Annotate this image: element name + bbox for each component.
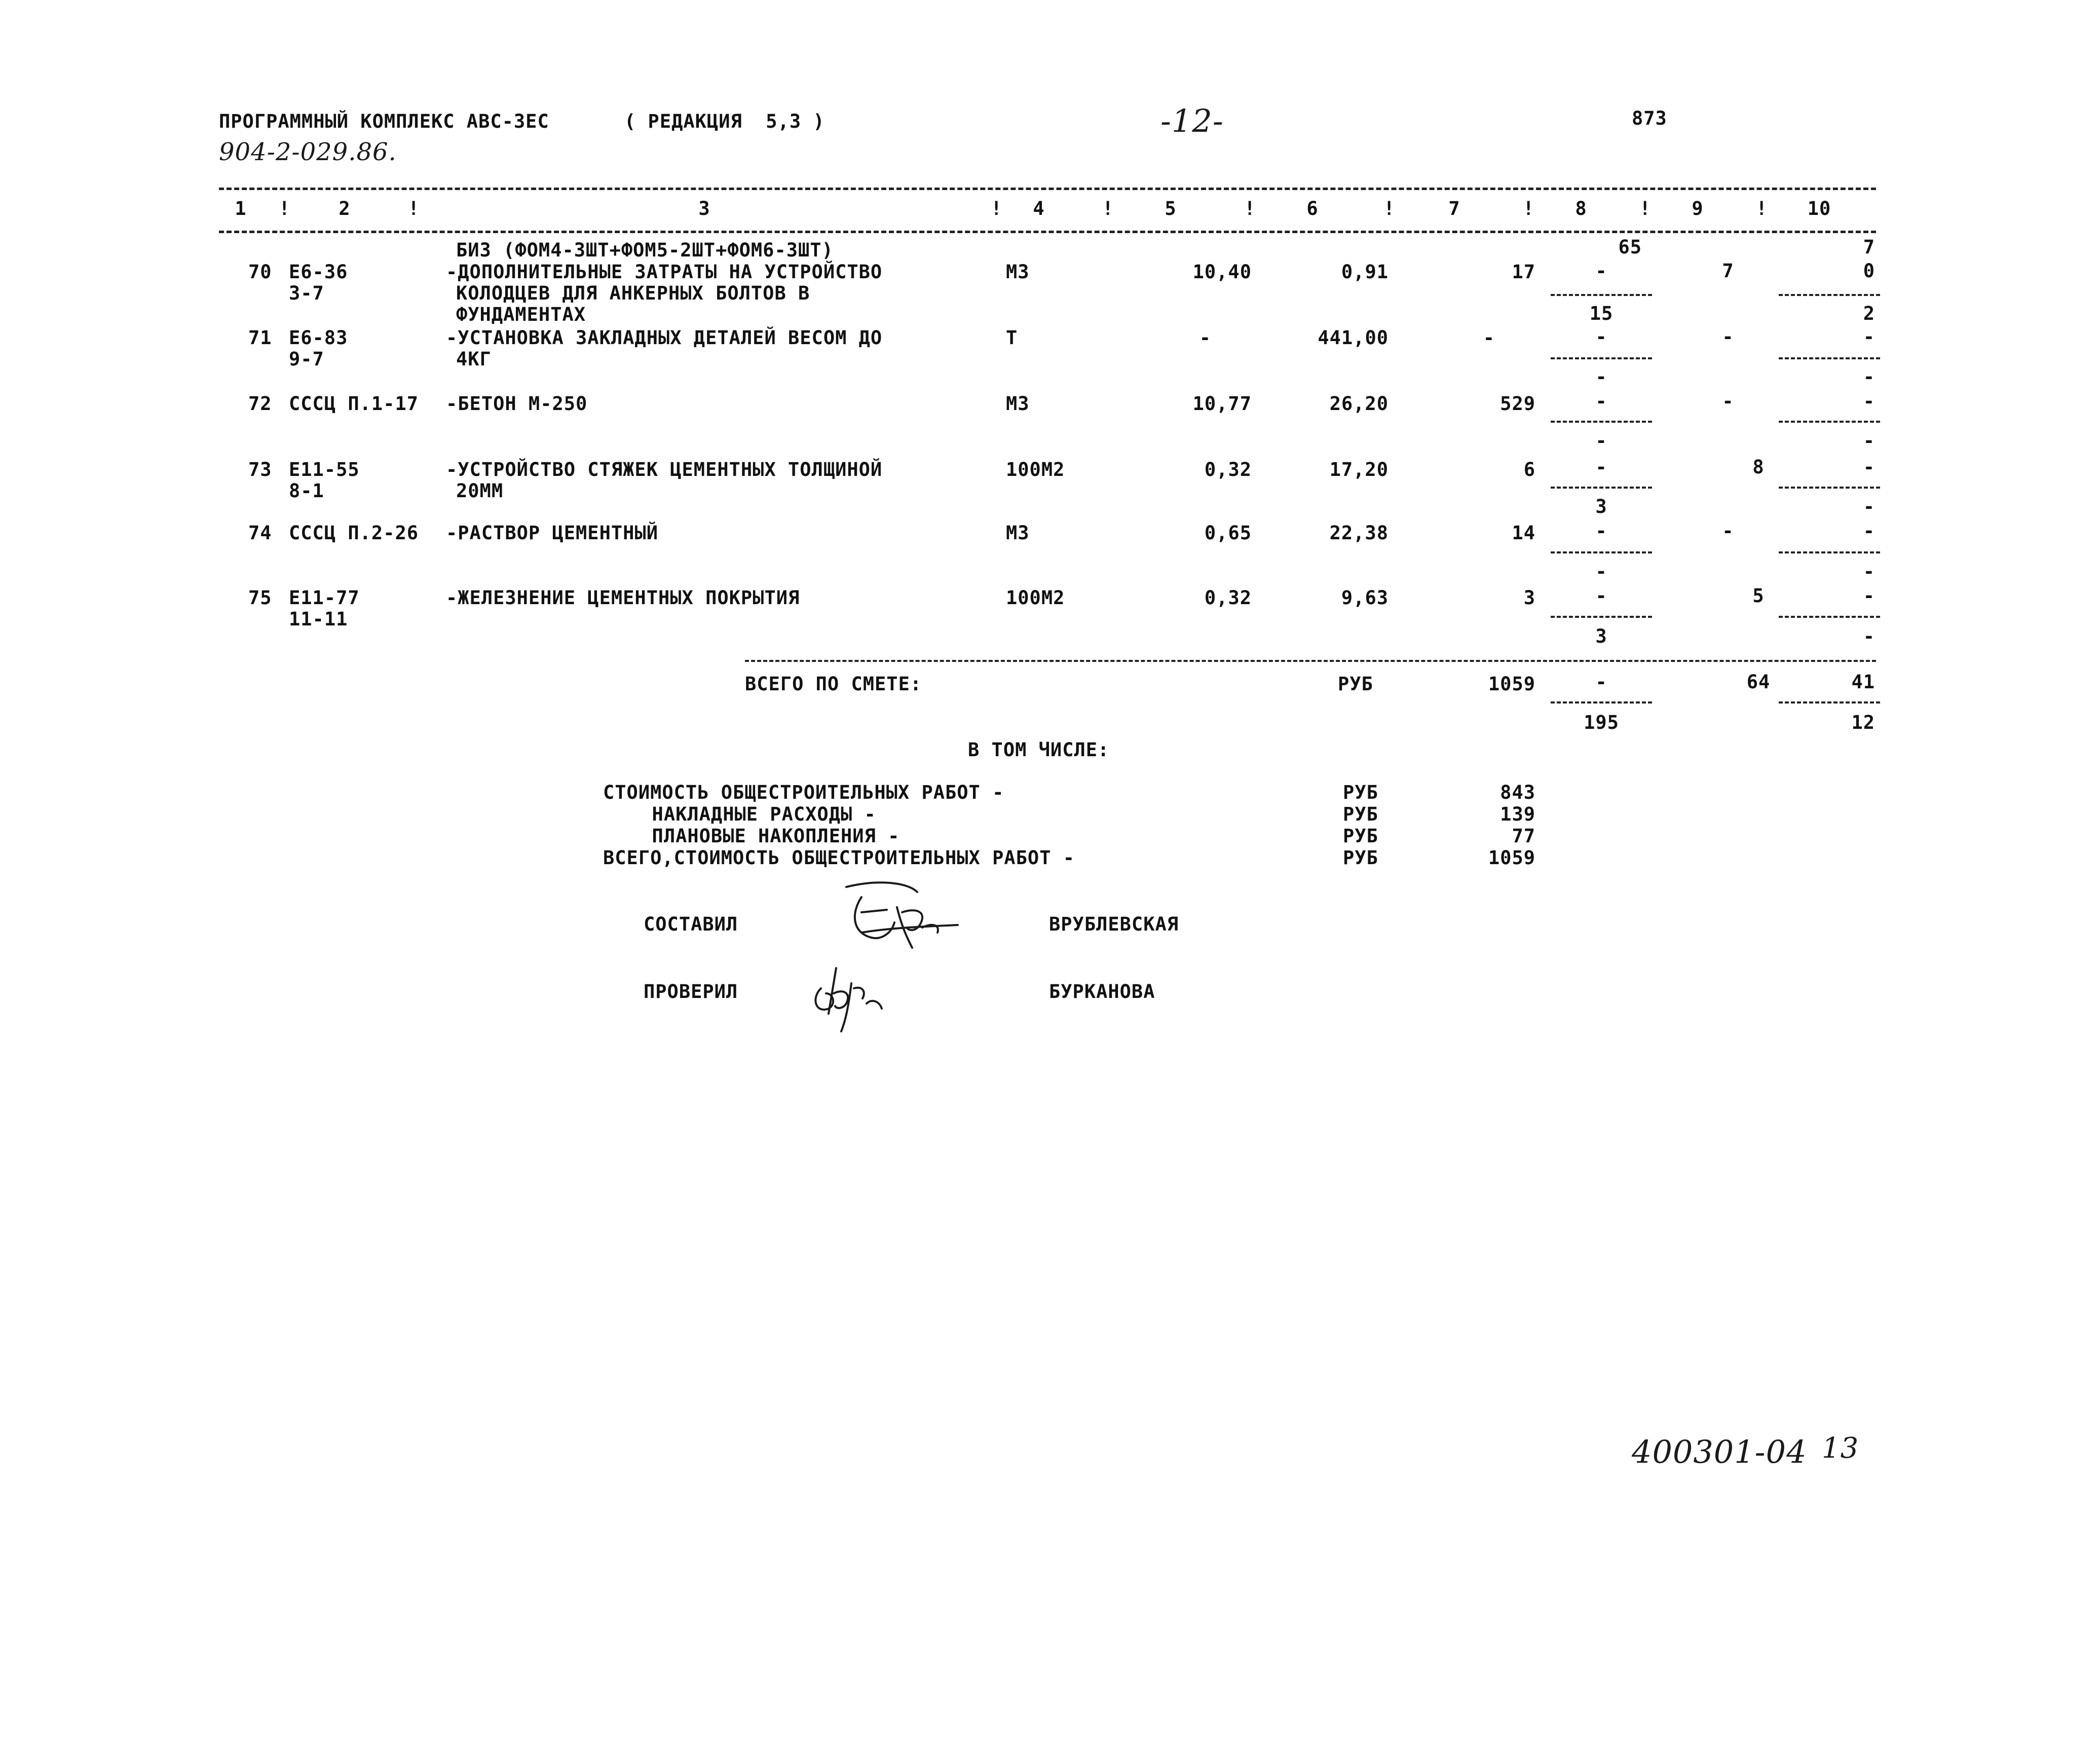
total-cost: 14 (1512, 522, 1535, 544)
total-cost: 529 (1500, 393, 1535, 415)
column-separator: ! (408, 198, 420, 219)
total-cost: 3 (1523, 587, 1535, 609)
document-code: 400301-04 (1632, 1433, 1807, 1470)
fraction-line (1551, 421, 1652, 423)
summary-value: 1059 (1488, 847, 1535, 869)
total-col10-bottom: 12 (1851, 712, 1875, 733)
checked-by-name: БУРКАНОВА (1049, 981, 1155, 1003)
work-description: 4КГ (456, 348, 492, 370)
col10-top: - (1863, 456, 1875, 478)
total-col8-bottom: 195 (1584, 712, 1619, 733)
quantity: - (1199, 327, 1211, 349)
carry-c10: 7 (1863, 236, 1875, 258)
col10-bottom: 2 (1863, 303, 1875, 324)
summary-value: 139 (1500, 803, 1535, 825)
fraction-line (1551, 551, 1652, 553)
fraction-line (1551, 701, 1652, 703)
project-code: 904-2-029.86. (219, 138, 397, 166)
quantity: 0,65 (1204, 522, 1252, 544)
summary-label: НАКЛАДНЫЕ РАСХОДЫ - (628, 803, 876, 825)
norm-subcode: 9-7 (289, 348, 324, 370)
row-number: 72 (248, 393, 272, 415)
col10-bottom: - (1863, 366, 1875, 388)
col8-top: - (1595, 520, 1607, 542)
col10-bottom: - (1863, 496, 1875, 517)
signature-compiler (831, 877, 963, 953)
column-header: 5 (1165, 198, 1177, 219)
summary-value: 77 (1512, 825, 1535, 847)
col10-bottom: - (1863, 430, 1875, 452)
work-description: ФУНДАМЕНТАХ (456, 304, 586, 325)
work-description: 20ММ (456, 480, 504, 502)
unit-price: 22,38 (1329, 522, 1389, 544)
unit-price: 441,00 (1318, 327, 1389, 349)
fraction-line (1779, 421, 1880, 423)
unit-price: 26,20 (1329, 393, 1389, 415)
unit-price: 17,20 (1329, 459, 1389, 480)
sheet-code: 873 (1632, 107, 1667, 129)
fraction-line (1551, 616, 1652, 618)
fraction-line (1551, 294, 1652, 296)
column-separator: ! (279, 198, 291, 219)
unit: 100М2 (1006, 459, 1065, 480)
summary-unit: РУБ (1343, 847, 1378, 869)
fraction-line (1551, 357, 1652, 359)
program-name: ПРОГРАММНЫЙ КОМПЛЕКС АВС-3ЕС (219, 110, 549, 132)
summary-label: ВСЕГО,СТОИМОСТЬ ОБЩЕСТРОИТЕЛЬНЫХ РАБОТ - (603, 847, 1075, 869)
fraction-line (1779, 294, 1880, 296)
total-cost: 17 (1512, 261, 1535, 283)
norm-code: Е11-55 (289, 459, 360, 480)
column-separator: ! (1383, 198, 1396, 219)
header-rule-top (219, 188, 1876, 190)
norm-subcode: 8-1 (289, 480, 324, 502)
col8-top: - (1595, 260, 1607, 282)
col8-top: - (1595, 456, 1607, 478)
row-number: 74 (248, 522, 272, 544)
fraction-line (1779, 357, 1880, 359)
fraction-line (1779, 551, 1880, 553)
summary-unit: РУБ (1343, 825, 1378, 847)
row-number: 73 (248, 459, 272, 480)
quantity: 0,32 (1204, 587, 1252, 609)
col10-bottom: - (1863, 561, 1875, 582)
column-separator: ! (1244, 198, 1256, 219)
total-unit: РУБ (1338, 673, 1373, 695)
column-header: 1 (235, 198, 247, 219)
col8-bottom: - (1595, 366, 1607, 388)
col9: - (1722, 326, 1734, 348)
column-header: 10 (1807, 198, 1831, 219)
fraction-line (1779, 616, 1880, 618)
page-number: -12- (1160, 102, 1224, 139)
norm-code: Е6-36 (289, 261, 348, 283)
work-description: КОЛОДЦЕВ ДЛЯ АНКЕРНЫХ БОЛТОВ В (456, 282, 810, 304)
unit: М3 (1006, 393, 1030, 415)
column-separator: ! (1523, 198, 1535, 219)
col8-top: - (1595, 326, 1607, 348)
work-description: -ДОПОЛНИТЕЛЬНЫЕ ЗАТРАТЫ НА УСТРОЙСТВО (446, 261, 883, 283)
unit: Т (1006, 327, 1018, 349)
column-separator: ! (1102, 198, 1114, 219)
row-number: 75 (248, 587, 272, 609)
compiled-by-name: ВРУБЛЕВСКАЯ (1049, 913, 1179, 935)
quantity: 10,77 (1192, 393, 1252, 415)
total-label: ВСЕГО ПО СМЕТЕ: (745, 673, 922, 695)
unit-price: 0,91 (1341, 261, 1389, 283)
total-cost: - (1483, 327, 1495, 349)
column-header: 2 (339, 198, 351, 219)
summary-label: СТОИМОСТЬ ОБЩЕСТРОИТЕЛЬНЫХ РАБОТ - (603, 782, 1004, 803)
compiled-by-label: СОСТАВИЛ (644, 913, 738, 935)
fraction-line (1551, 487, 1652, 489)
row-number: 71 (248, 327, 272, 349)
col10-bottom: - (1863, 625, 1875, 647)
fraction-line (1779, 701, 1880, 703)
column-separator: ! (1756, 198, 1768, 219)
summary-unit: РУБ (1343, 803, 1378, 825)
unit: М3 (1006, 261, 1030, 283)
summary-label: ПЛАНОВЫЕ НАКОПЛЕНИЯ - (628, 825, 900, 847)
unit: М3 (1006, 522, 1030, 544)
header-rule-bottom (219, 231, 1876, 233)
col9: 8 (1752, 456, 1765, 478)
col8-bottom: 15 (1589, 303, 1614, 324)
col8-bottom: 3 (1595, 625, 1607, 647)
work-description: -РАСТВОР ЦЕМЕНТНЫЙ (446, 522, 658, 544)
unit: 100М2 (1006, 587, 1065, 609)
total-value: 1059 (1488, 673, 1535, 695)
column-separator: ! (991, 198, 1003, 219)
total-col10-top: 41 (1851, 671, 1875, 693)
carry-line: БИЗ (ФОМ4-3ШТ+ФОМ5-2ШТ+ФОМ6-3ШТ) (456, 239, 834, 261)
col10-top: 0 (1863, 260, 1875, 282)
work-description: -УСТАНОВКА ЗАКЛАДНЫХ ДЕТАЛЕЙ ВЕСОМ ДО (446, 327, 883, 349)
norm-subcode: 11-11 (289, 608, 348, 630)
row-number: 70 (248, 261, 272, 283)
summary-value: 843 (1500, 782, 1535, 803)
col9: - (1722, 390, 1734, 412)
work-description: -УСТРОЙСТВО СТЯЖЕК ЦЕМЕНТНЫХ ТОЛЩИНОЙ (446, 459, 883, 480)
col8-bottom: 3 (1595, 496, 1607, 517)
quantity: 0,32 (1204, 459, 1252, 480)
signature-checker (806, 958, 897, 1034)
total-cost: 6 (1523, 459, 1535, 480)
work-description: -БЕТОН М-250 (446, 393, 588, 415)
total-col9: 64 (1746, 671, 1771, 693)
col9: 5 (1752, 585, 1765, 607)
col8-bottom: - (1595, 430, 1607, 452)
norm-code: СССЦ П.2-26 (289, 522, 419, 544)
column-header: 9 (1692, 198, 1704, 219)
norm-subcode: 3-7 (289, 282, 324, 304)
norm-code: Е6-83 (289, 327, 348, 349)
total-col8-top: - (1595, 671, 1607, 693)
edition: ( РЕДАКЦИЯ 5,3 ) (624, 110, 825, 132)
column-header: 6 (1306, 198, 1319, 219)
col10-top: - (1863, 390, 1875, 412)
col9: - (1722, 520, 1734, 542)
carry-c8: 65 (1618, 236, 1642, 258)
col8-top: - (1595, 390, 1607, 412)
including-title: В ТОМ ЧИСЛЕ: (968, 739, 1110, 761)
column-separator: ! (1639, 198, 1652, 219)
column-header: 3 (698, 198, 710, 219)
norm-code: СССЦ П.1-17 (289, 393, 419, 415)
norm-code: Е11-77 (289, 587, 360, 609)
footer-page: 13 (1822, 1432, 1859, 1465)
totals-separator (745, 660, 1876, 662)
col10-top: - (1863, 520, 1875, 542)
work-description: -ЖЕЛЕЗНЕНИЕ ЦЕМЕНТНЫХ ПОКРЫТИЯ (446, 587, 800, 609)
quantity: 10,40 (1192, 261, 1252, 283)
column-header: 8 (1575, 198, 1587, 219)
unit-price: 9,63 (1341, 587, 1389, 609)
col9: 7 (1722, 260, 1734, 282)
summary-unit: РУБ (1343, 782, 1378, 803)
col8-bottom: - (1595, 561, 1607, 582)
column-header: 4 (1033, 198, 1045, 219)
col10-top: - (1863, 326, 1875, 348)
col10-top: - (1863, 585, 1875, 607)
checked-by-label: ПРОВЕРИЛ (644, 981, 738, 1003)
col8-top: - (1595, 585, 1607, 607)
fraction-line (1779, 487, 1880, 489)
column-header: 7 (1448, 198, 1460, 219)
